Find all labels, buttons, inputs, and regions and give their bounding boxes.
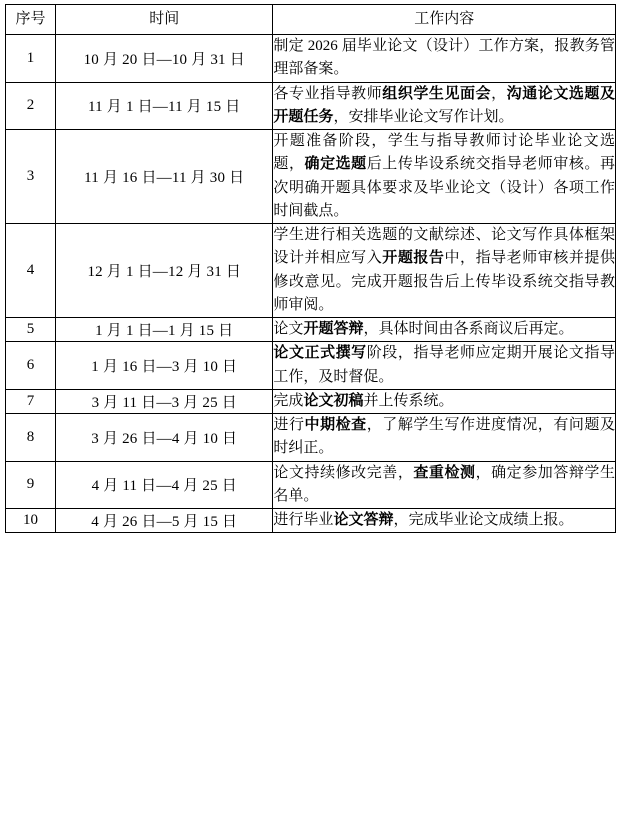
row-work-content [273, 224, 616, 318]
work-text: 完成 [273, 392, 304, 409]
row-time: 1 月 1 日—1 月 15 日 [56, 318, 273, 342]
row-work-content [273, 414, 616, 462]
column-header-work: 工作内容 [273, 5, 616, 35]
row-work-content [273, 82, 616, 130]
row-work-content [273, 318, 616, 342]
work-text: ，安排毕业论文写作计划。 [333, 108, 514, 125]
row-number: 9 [6, 461, 56, 509]
work-text: 后上传毕设系统交指导老师审核。再次明确开题具体要求及毕业论文（设计）各项工作时间截点。 [273, 156, 615, 219]
work-emphasis: 确定选题 [304, 156, 367, 173]
table-row [6, 82, 616, 130]
row-time: 4 月 11 日—4 月 25 日 [56, 461, 273, 509]
work-text: 进行毕业 [273, 512, 334, 528]
table-row [6, 35, 616, 83]
row-time: 3 月 11 日—3 月 25 日 [56, 389, 273, 413]
table-row [6, 224, 616, 318]
work-text: 中，指导老师审核并提供修改意见。完成开题报告后上传毕设系统交指导教师审阅。 [273, 250, 615, 313]
row-work-content [273, 461, 616, 509]
work-text: 论文 [273, 321, 304, 337]
row-number: 2 [6, 82, 56, 130]
work-text: ，了解学生写作进度情况，有问题及时纠正。 [273, 417, 615, 457]
table-row [6, 318, 616, 342]
row-number: 10 [6, 509, 56, 533]
table-row [6, 342, 616, 390]
work-emphasis: 组织学生见面会 [382, 85, 492, 102]
work-emphasis: 查重检测 [413, 464, 476, 481]
work-text: ，完成毕业论文成绩上报。 [393, 512, 574, 528]
work-text: 制定 2026 届毕业论文（设计）工作方案，报教务管理部备案。 [273, 38, 615, 78]
table-row [6, 130, 616, 224]
row-time: 3 月 26 日—4 月 10 日 [56, 414, 273, 462]
row-time: 10 月 20 日—10 月 31 日 [56, 35, 273, 83]
work-text: 开题准备阶段，学生与指导教师讨论毕业论文选题， [273, 133, 615, 173]
work-emphasis: 论文正式撰写 [273, 345, 367, 362]
row-work-content [273, 509, 616, 533]
table-row [6, 509, 616, 533]
work-text: 进行 [273, 417, 305, 433]
work-emphasis: 论文答辩 [333, 512, 394, 528]
table-row [6, 414, 616, 462]
work-text: 论文持续修改完善， [273, 464, 414, 481]
work-text: 阶段，指导老师应定期开展论文指导工作，及时督促。 [273, 345, 615, 385]
row-number: 1 [6, 35, 56, 83]
work-schedule-table [5, 4, 616, 533]
column-header-time: 时间 [56, 5, 273, 35]
table-body [6, 35, 616, 533]
table-header [6, 5, 616, 35]
work-emphasis: 论文初稿 [303, 392, 364, 409]
work-emphasis: 开题报告 [382, 250, 445, 267]
row-number: 8 [6, 414, 56, 462]
work-emphasis: 沟通论文选题及开题任务 [273, 85, 615, 125]
row-time: 11 月 16 日—11 月 30 日 [56, 130, 273, 224]
row-time: 1 月 16 日—3 月 10 日 [56, 342, 273, 390]
column-header-no: 序号 [6, 5, 56, 35]
row-time: 11 月 1 日—11 月 15 日 [56, 82, 273, 130]
row-work-content [273, 342, 616, 390]
work-emphasis: 开题答辩 [303, 321, 364, 337]
row-number: 4 [6, 224, 56, 318]
row-number: 7 [6, 389, 56, 413]
work-text: 各专业指导教师 [273, 85, 383, 102]
work-text: ，具体时间由各系商议后再定。 [363, 321, 574, 337]
row-work-content [273, 130, 616, 224]
row-work-content [273, 389, 616, 413]
table-row [6, 461, 616, 509]
row-number: 3 [6, 130, 56, 224]
row-time: 4 月 26 日—5 月 15 日 [56, 509, 273, 533]
row-number: 5 [6, 318, 56, 342]
table-header-row [6, 5, 616, 35]
row-work-content [273, 35, 616, 83]
row-number: 6 [6, 342, 56, 390]
work-text: 并上传系统。 [363, 392, 454, 409]
work-text: 学生进行相关选题的文献综述、论文写作具体框架设计并相应写入 [273, 227, 615, 267]
work-text: ， [491, 85, 507, 102]
work-text: ，确定参加答辩学生名单。 [273, 464, 615, 504]
table-row [6, 389, 616, 413]
row-time: 12 月 1 日—12 月 31 日 [56, 224, 273, 318]
work-emphasis: 中期检查 [304, 417, 367, 433]
